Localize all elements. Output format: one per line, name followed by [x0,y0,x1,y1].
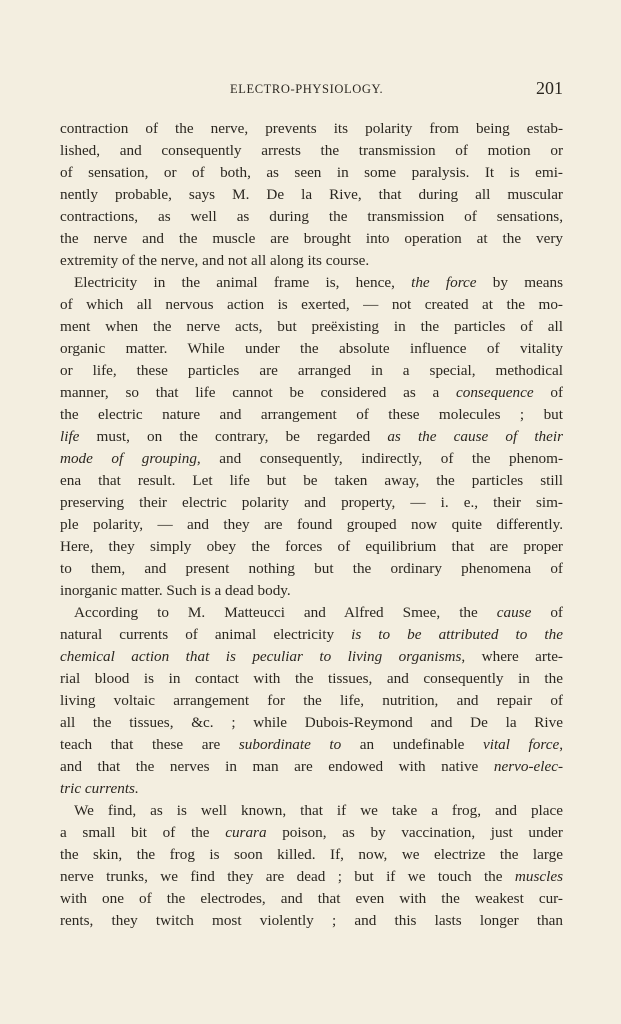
text-segment: inorganic matter. Such is a dead body. [60,582,291,599]
text-line [60,382,563,404]
text-segment: nently probable, says M. De la Rive, that during all muscular [60,186,563,203]
text-line [60,712,563,734]
text-segment: lished, and consequently arrests the transmission of motion or [60,142,563,159]
text-segment: or life, these particles are arranged in a special, methodical [60,362,563,379]
text-segment: of which all nervous action is exerted, — not created at the mo- [60,296,563,313]
text-line [60,448,563,470]
text-line [60,624,563,646]
italic-text: mode of grouping [60,450,197,467]
text-line [60,668,563,690]
italic-text: vital force [482,736,560,753]
text-segment: teach that these are [60,736,239,753]
text-line [60,910,563,932]
text-segment: extremity of the nerve, and not all along its course. [60,252,370,269]
text-segment: rial blood is in contact with the tissues, and consequently in the [60,670,563,687]
italic-text: chemical action that is peculiar to living organisms [60,648,462,665]
text-line [60,272,563,294]
text-segment: nerve trunks, we find they are dead ; but if we touch the [60,868,515,885]
text-line [60,734,563,756]
text-line [60,118,563,140]
text-line [60,778,563,800]
text-segment: , [559,736,563,753]
italic-text: subordinate to [238,736,342,753]
text-line [60,184,563,206]
text-line [60,580,563,602]
text-segment: organic matter. While under the absolute influence of vitality [60,340,563,357]
text-segment: of [533,384,563,401]
text-line [60,206,563,228]
text-line [60,690,563,712]
header-title: ELECTRO-PHYSIOLOGY. [230,82,384,96]
italic-text: muscles [514,868,563,885]
text-line [60,536,563,558]
text-segment: of sensation, or of both, as seen in some paralysis. It is emi- [60,164,563,181]
text-segment: ple polarity, — and they are found grouped now quite differently. [60,516,563,533]
text-segment: must, on the contrary, be regarded [79,428,388,445]
text-line [60,316,563,338]
text-line [60,558,563,580]
text-line [60,844,563,866]
text-segment: contractions, as well as during the transmission of sensations, [60,208,563,225]
text-line [60,888,563,910]
text-line [60,646,563,668]
text-line [60,338,563,360]
italic-text: the force [411,274,477,291]
text-line [60,800,563,822]
text-line [60,602,563,624]
text-segment: ena that result. Let life but be taken away, the particles still [60,472,563,489]
text-segment: According to M. Matteucci and Alfred Smee, the [74,604,497,621]
text-segment: all the tissues, &c. ; while Dubois-Reymond and De la Rive [60,714,563,731]
italic-text: life [60,428,80,445]
text-segment: living voltaic arrangement for the life, nutrition, and repair of [60,692,563,709]
text-segment: the skin, the frog is soon killed. If, now, we electrize the large [60,846,563,863]
text-segment: We find, as is well known, that if we take a frog, and place [74,802,563,819]
italic-text: tric currents. [60,780,139,797]
text-segment: poison, as by vaccination, just under [266,824,563,841]
text-line [60,470,563,492]
text-segment: with one of the electrodes, and that even with the weakest cur- [60,890,563,907]
italic-text: curara [225,824,267,841]
text-line [60,426,563,448]
text-segment: preserving their electric polarity and property, — i. e., their sim- [60,494,563,511]
text-segment: the nerve and the muscle are brought into operation at the very [60,230,563,247]
text-segment: by means [476,274,563,291]
text-line [60,294,563,316]
text-line [60,514,563,536]
text-line [60,404,563,426]
italic-text: nervo-elec- [493,758,563,775]
text-segment: an undefinable [341,736,483,753]
text-segment: natural currents of animal electricity [60,626,352,643]
body-text [60,118,563,932]
text-segment: the electric nature and arrangement of these molecules ; but [60,406,563,423]
running-head [60,78,563,100]
text-line [60,492,563,514]
italic-text: consequence [456,384,534,401]
text-line [60,360,563,382]
text-line [60,822,563,844]
text-line [60,756,563,778]
text-line [60,140,563,162]
text-line [60,866,563,888]
text-segment: Electricity in the animal frame is, hence, [74,274,412,291]
text-segment: and that the nerves in man are endowed with native [60,758,494,775]
italic-text: is to be attributed to the [351,626,563,643]
text-segment: , and consequently, indirectly, of the phenom- [196,450,563,467]
italic-text: cause [496,604,532,621]
text-segment: manner, so that life cannot be considered as a [60,384,456,401]
text-line [60,162,563,184]
text-segment: ment when the nerve acts, but preëxisting in the particles of all [60,318,563,335]
text-segment: a small bit of the [60,824,226,841]
text-line [60,228,563,250]
text-line [60,250,563,272]
text-segment: contraction of the nerve, prevents its polarity from being estab- [60,120,563,137]
text-segment: to them, and present nothing but the ordinary phenomena of [60,560,563,577]
page-number: 201 [536,78,563,98]
text-segment: Here, they simply obey the forces of equilibrium that are proper [60,538,563,555]
text-segment: , where arte- [461,648,563,665]
italic-text: as the cause of their [387,428,563,445]
text-segment: of [531,604,563,621]
text-segment: rents, they twitch most violently ; and this lasts longer than [60,912,563,929]
